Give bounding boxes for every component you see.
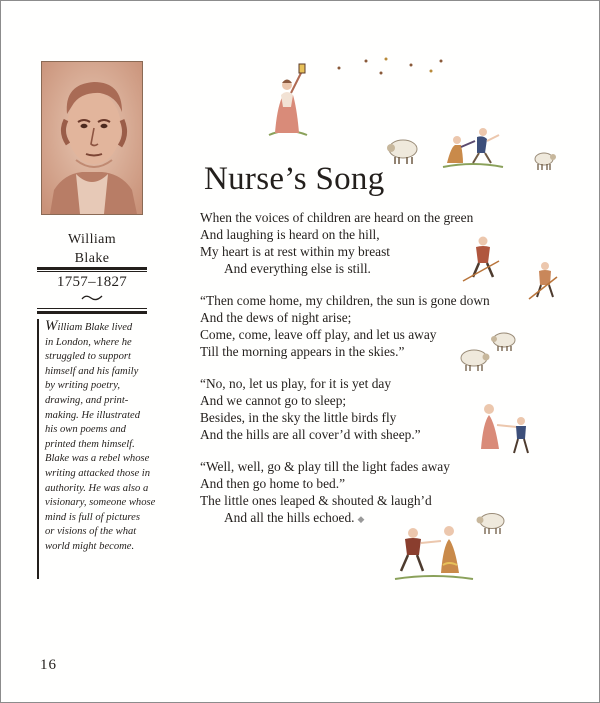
poem-stanza — [200, 375, 500, 443]
poet-name — [37, 230, 147, 268]
poem-line: And the hills are all cover’d with sheep.” — [200, 427, 421, 442]
poem-line: And then go home to bed.” — [200, 476, 346, 491]
poem-stanza — [200, 458, 500, 528]
swash-ornament — [81, 293, 103, 303]
boy-with-hoop-illustration — [461, 233, 503, 283]
poem-line: And laughing is heard on the hill, — [200, 227, 380, 242]
poet-last-name: Blake — [74, 251, 110, 266]
poet-first-name: William — [67, 232, 117, 247]
bio-line: Blake was a rebel whose — [45, 453, 150, 465]
poem-line: “No, no, let us play, for it is yet day — [200, 376, 392, 391]
poem-line: Come, come, leave off play, and let us away — [200, 327, 437, 342]
children-running-illustration — [441, 119, 507, 171]
bio-line: his own poems and — [45, 424, 126, 436]
poet-biography — [37, 318, 156, 579]
divider-rule — [37, 311, 147, 314]
bio-line: visionary, someone whose — [45, 497, 156, 509]
child-playing-illustration — [527, 259, 561, 301]
sheep-illustration — [489, 331, 519, 353]
sheep-illustration — [457, 347, 491, 373]
poem-line: The little ones leaped & shouted & laugh’d — [200, 493, 432, 508]
bio-line: struggled to support — [45, 351, 131, 363]
bio-line: himself and his family — [45, 365, 139, 377]
poem-title: Nurse’s Song — [204, 161, 385, 197]
end-mark-icon: ◆ — [357, 514, 365, 524]
bio-line: by writing poetry, — [45, 380, 121, 392]
poem-line: When the voices of children are heard on the green — [200, 210, 474, 225]
sheep-illustration — [385, 135, 421, 167]
page-number: 16 — [40, 657, 57, 673]
bio-dropcap: W — [45, 318, 58, 334]
poem-line: And we cannot go to sleep; — [200, 393, 347, 408]
poem-line: And all the hills echoed. — [224, 510, 355, 525]
bio-line: world might become. — [45, 540, 135, 552]
poem-body — [200, 209, 500, 543]
birds-illustration — [331, 55, 451, 81]
lamb-illustration — [531, 149, 557, 173]
poem-line: “Well, well, go & play till the light fades away — [200, 459, 450, 474]
divider-rule — [37, 267, 147, 270]
poem-line: And the dews of night arise; — [200, 310, 352, 325]
poem-line: And everything else is still. — [224, 261, 371, 276]
poem-line: My heart is at rest within my breast — [200, 244, 391, 259]
bio-line: mind is full of pictures — [45, 511, 140, 523]
bio-line: making. He illustrated — [45, 409, 141, 421]
divider-rule — [37, 271, 147, 272]
bio-line: drawing, and print- — [45, 394, 129, 406]
bio-line: or visions of the what — [45, 526, 137, 538]
bio-line: authority. He was also a — [45, 482, 149, 494]
children-holding-hands-illustration — [473, 401, 543, 459]
sheep-illustration — [475, 511, 507, 537]
poem-line: Till the morning appears in the skies.” — [200, 344, 405, 359]
bio-line: illiam Blake lived — [57, 322, 133, 333]
poem-line: “Then come home, my children, the sun is gone down — [200, 293, 490, 308]
bio-line: printed them himself. — [45, 438, 135, 450]
poet-dates: 1757–1827 — [56, 274, 128, 290]
children-dancing-illustration — [393, 521, 475, 583]
poem-stanza — [200, 209, 500, 277]
poet-portrait — [41, 61, 143, 215]
nurse-with-lantern-illustration — [263, 59, 311, 139]
bio-line: in London, where he — [45, 336, 132, 348]
bio-line: writing attacked those in — [45, 467, 151, 479]
poem-line: Besides, in the sky the little birds fly — [200, 410, 397, 425]
poem-stanza — [200, 292, 500, 360]
divider-rule — [37, 308, 147, 309]
